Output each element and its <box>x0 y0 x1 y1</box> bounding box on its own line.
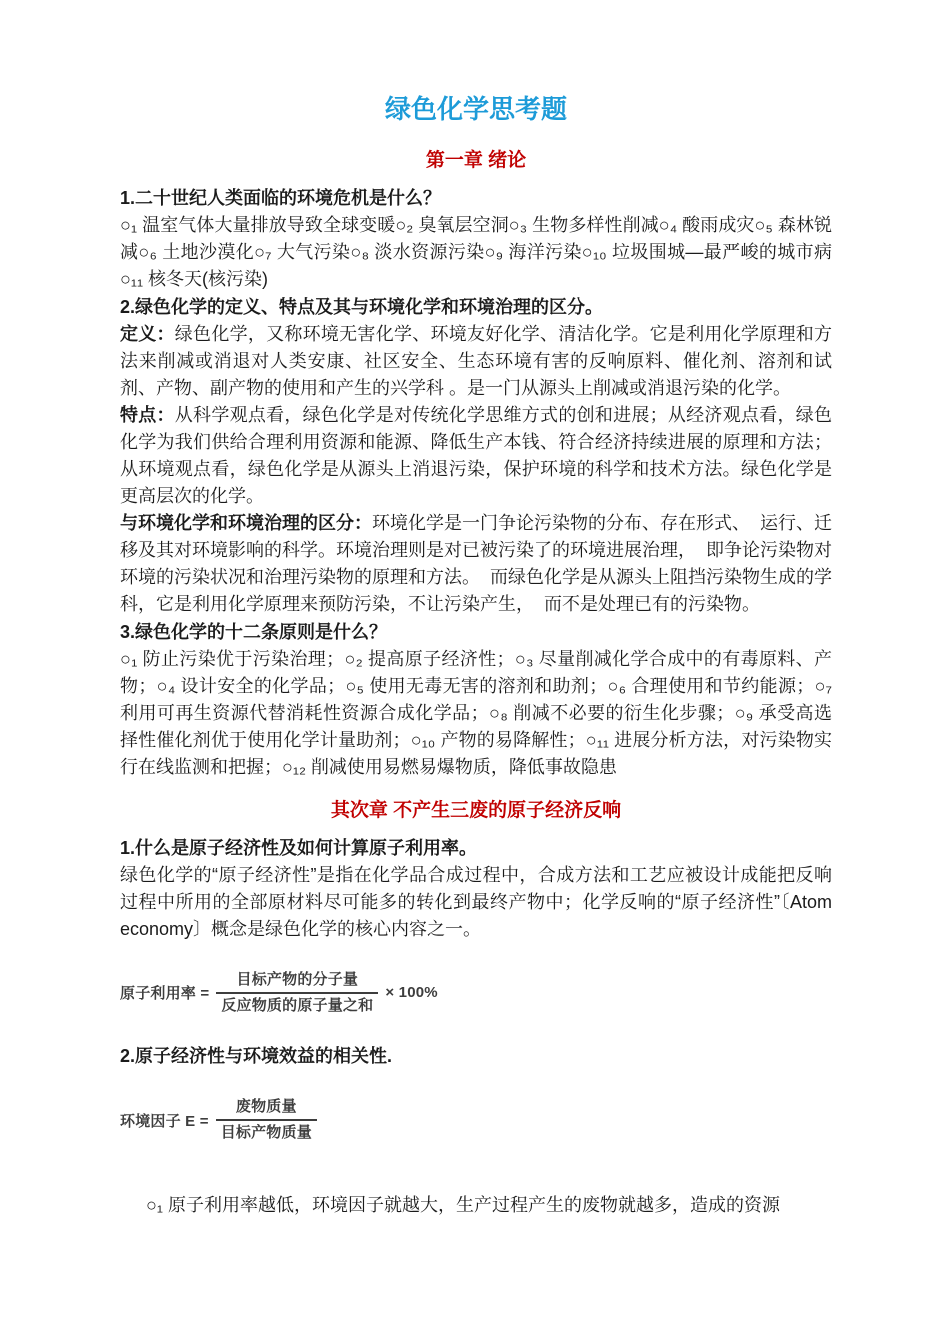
formula1-fraction <box>216 970 378 1017</box>
ch2-question2-point1: ○₁ 原子利用率越低，环境因子就越大，生产过程产生的废物就越多，造成的资源 <box>146 1194 780 1215</box>
ch2-question1-heading: 1.什么是原子经济性及如何计算原子利用率。 <box>120 837 478 858</box>
ch1-question2-definition <box>120 321 832 402</box>
formula2-lhs: 环境因子 E = <box>120 1112 209 1130</box>
formula1-lhs: 原子利用率 = <box>120 985 210 1003</box>
formula-atom-utilization <box>120 970 832 1017</box>
formula1-denominator: 反应物质的原子量之和 <box>221 996 374 1014</box>
difference-label: 与环境化学和环境治理的区分： <box>120 512 372 533</box>
ch2-question2-heading: 2.原子经济性与环境效益的相关性. <box>120 1046 393 1067</box>
ch1-question2-heading: 2.绿色化学的定义、特点及其与环境化学和环境治理的区分。 <box>120 296 604 317</box>
ch2-question1-body: 绿色化学的“原子经济性”是指在化学品合成过程中，合成方法和工艺应被设计成能把反响过程中所用的全部原材料尽可能多的转化到最终产物中；化学反响的“原子经济性”〔Atom economy〕概念是绿色化学的核心内容之一。 <box>120 864 838 939</box>
formula-environment-factor <box>120 1097 832 1144</box>
definition-text: 绿色化学，又称环境无害化学、环境友好化学、清洁化学。它是利用化学原理和方法来削减或消退对人类安康、社区安全、生态环境有害的反响原料、催化剂、溶剂和试剂、产物、副产物的使用和产生的兴学科 。是一门从源头上削减或消退污染的化学。 <box>120 323 833 398</box>
features-label: 特点： <box>120 404 175 425</box>
ch1-question3-heading: 3.绿色化学的十二条原则是什么？ <box>120 621 388 642</box>
ch1-question3-body: ○₁ 防止污染优于污染治理；○₂ 提高原子经济性；○₃ 尽量削减化学合成中的有毒原料、产物；○₄ 设计安全的化学品；○₅ 使用无毒无害的溶剂和助剂；○₆ 合理使用和节约能源；○₇ 利用可再生资源代替消耗性资源合成化学品；○₈ 削减不必要的衍生化步骤；○₉ 承受高选择性催化剂优于使用化学计量助剂；○₁₀ 产物的易降解性；○₁₁ 进展分析方法，对污染物实行在线监测和把握；○₁₂ 削减使用易燃易爆物质，降低事故隐患 <box>120 648 838 777</box>
doc-title: 绿色化学思考题 <box>384 94 567 124</box>
ch1-question2-difference <box>120 510 832 618</box>
definition-label: 定义： <box>120 323 175 344</box>
difference-text: 环境化学是一门争论污染物的分布、存在形式、 运行、迁移及其对环境影响的科学。环境治理则是对已被污染了的环境进展治理， 即争论污染物对环境的污染状况和治理污染物的原理和方法。 而绿色化学是从源头上阻挡污染物生成的学科，它是利用化学原理来预防污染，不让污染产生， 而不是处理已有的污染物。 <box>120 512 832 614</box>
formula2-fraction <box>216 1097 317 1144</box>
formula2-numerator: 废物质量 <box>216 1097 317 1121</box>
chapter1-heading: 第一章 绪论 <box>425 150 527 172</box>
ch1-question1-body: ○₁ 温室气体大量排放导致全球变暖○₂ 臭氧层空洞○₃ 生物多样性削减○₄ 酸雨成灾○₅ 森林锐减○₆ 土地沙漠化○₇ 大气污染○₈ 淡水资源污染○₉ 海洋污染○₁₀ 垃圾围城—最严峻的城市病 ○₁₁ 核冬天(核污染) <box>120 214 843 289</box>
ch1-question2-features <box>120 402 873 510</box>
formula1-suffix: × 100% <box>385 984 438 1002</box>
formula2-denominator: 目标产物质量 <box>220 1124 312 1142</box>
formula1-numerator: 目标产物的分子量 <box>216 970 378 994</box>
features-text: 从科学观点看，绿色化学是对传统化学思维方式的创和进展；从经济观点看，绿色化学为我们供给合理利用资源和能源、降低生产本钱、符合经济持续进展的原理和方法； 从环境观点看，绿色化学是从源头上消退污染，保护环境的科学和技术方法。绿色化学是更高层次的化学。 <box>120 404 873 506</box>
ch1-question1-heading: 1.二十世纪人类面临的环境危机是什么？ <box>120 187 442 208</box>
chapter2-heading: 其次章 不产生三废的原子经济反响 <box>330 799 622 821</box>
